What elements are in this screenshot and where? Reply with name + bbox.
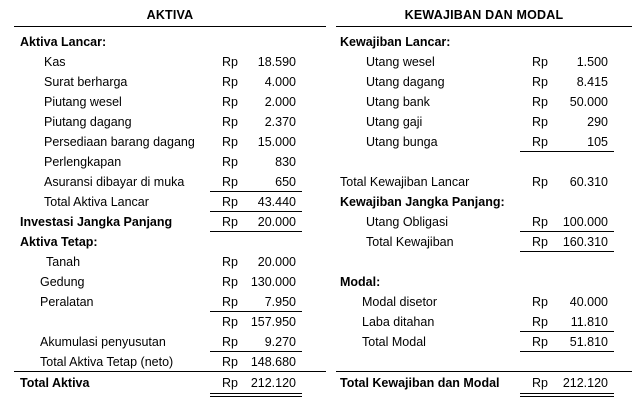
kewajiban-row-utang-bunga: Utang bunga Rp 105 xyxy=(366,135,608,149)
aktiva-row-akumulasi: Akumulasi penyusutan Rp 9.270 xyxy=(40,335,296,349)
kewajiban-row-total: Total Kewajiban dan Modal Rp 212.120 xyxy=(340,376,608,390)
aktiva-row-gedung: Gedung Rp 130.000 xyxy=(40,275,296,289)
aktiva-row-investasi: Investasi Jangka Panjang Rp 20.000 xyxy=(20,215,296,229)
aktiva-row-persediaan: Persediaan barang dagang Rp 15.000 xyxy=(44,135,296,149)
kewajiban-row-total-kewajiban: Total Kewajiban Rp 160.310 xyxy=(366,235,608,249)
kewajiban-row-utang-bank: Utang bank Rp 50.000 xyxy=(366,95,608,109)
aktiva-header-underline xyxy=(14,26,326,27)
kewajiban-row-utang-wesel: Utang wesel Rp 1.500 xyxy=(366,55,608,69)
kewajiban-header-underline xyxy=(336,26,632,27)
aktiva-row-subtotal-tetap: Rp 157.950 xyxy=(222,315,296,329)
modal-row-laba-ditahan: Laba ditahan Rp 11.810 xyxy=(362,315,608,329)
aktiva-header: AKTIVA xyxy=(146,8,194,22)
kewajiban-row-utang-dagang: Utang dagang Rp 8.415 xyxy=(366,75,608,89)
modal-row-disetor: Modal disetor Rp 40.000 xyxy=(362,295,608,309)
aktiva-row-piutang-wesel: Piutang wesel Rp 2.000 xyxy=(44,95,296,109)
kewajiban-row-utang-gaji: Utang gaji Rp 290 xyxy=(366,115,608,129)
aktiva-row-total: Total Aktiva Rp 212.120 xyxy=(20,376,296,390)
aktiva-row-perlengkapan: Perlengkapan Rp 830 xyxy=(44,155,296,169)
kewajiban-row-obligasi: Utang Obligasi Rp 100.000 xyxy=(366,215,608,229)
separator xyxy=(14,371,326,372)
separator xyxy=(336,371,632,372)
aktiva-row-piutang-dagang: Piutang dagang Rp 2.370 xyxy=(44,115,296,129)
aktiva-row-tanah: Tanah Rp 20.000 xyxy=(46,255,296,269)
kewajiban-header: KEWAJIBAN DAN MODAL xyxy=(404,8,564,22)
double-underline xyxy=(520,393,614,397)
underline xyxy=(520,351,614,352)
aktiva-row-peralatan: Peralatan Rp 7.950 xyxy=(40,295,296,309)
aktiva-row-total-tetap: Total Aktiva Tetap (neto) Rp 148.680 xyxy=(40,355,296,369)
aktiva-row-asuransi: Asuransi dibayar di muka Rp 650 xyxy=(44,175,296,189)
modal-row-total: Total Modal Rp 51.810 xyxy=(362,335,608,349)
aktiva-row-surat-berharga: Surat berharga Rp 4.000 xyxy=(44,75,296,89)
aktiva-row-kas: Kas Rp 18.590 xyxy=(44,55,296,69)
underline xyxy=(520,251,614,252)
aktiva-row-total-lancar: Total Aktiva Lancar Rp 43.440 xyxy=(44,195,296,209)
double-underline xyxy=(210,393,302,397)
underline xyxy=(520,151,614,152)
kewajiban-row-total-lancar: Total Kewajiban Lancar Rp 60.310 xyxy=(340,175,608,189)
